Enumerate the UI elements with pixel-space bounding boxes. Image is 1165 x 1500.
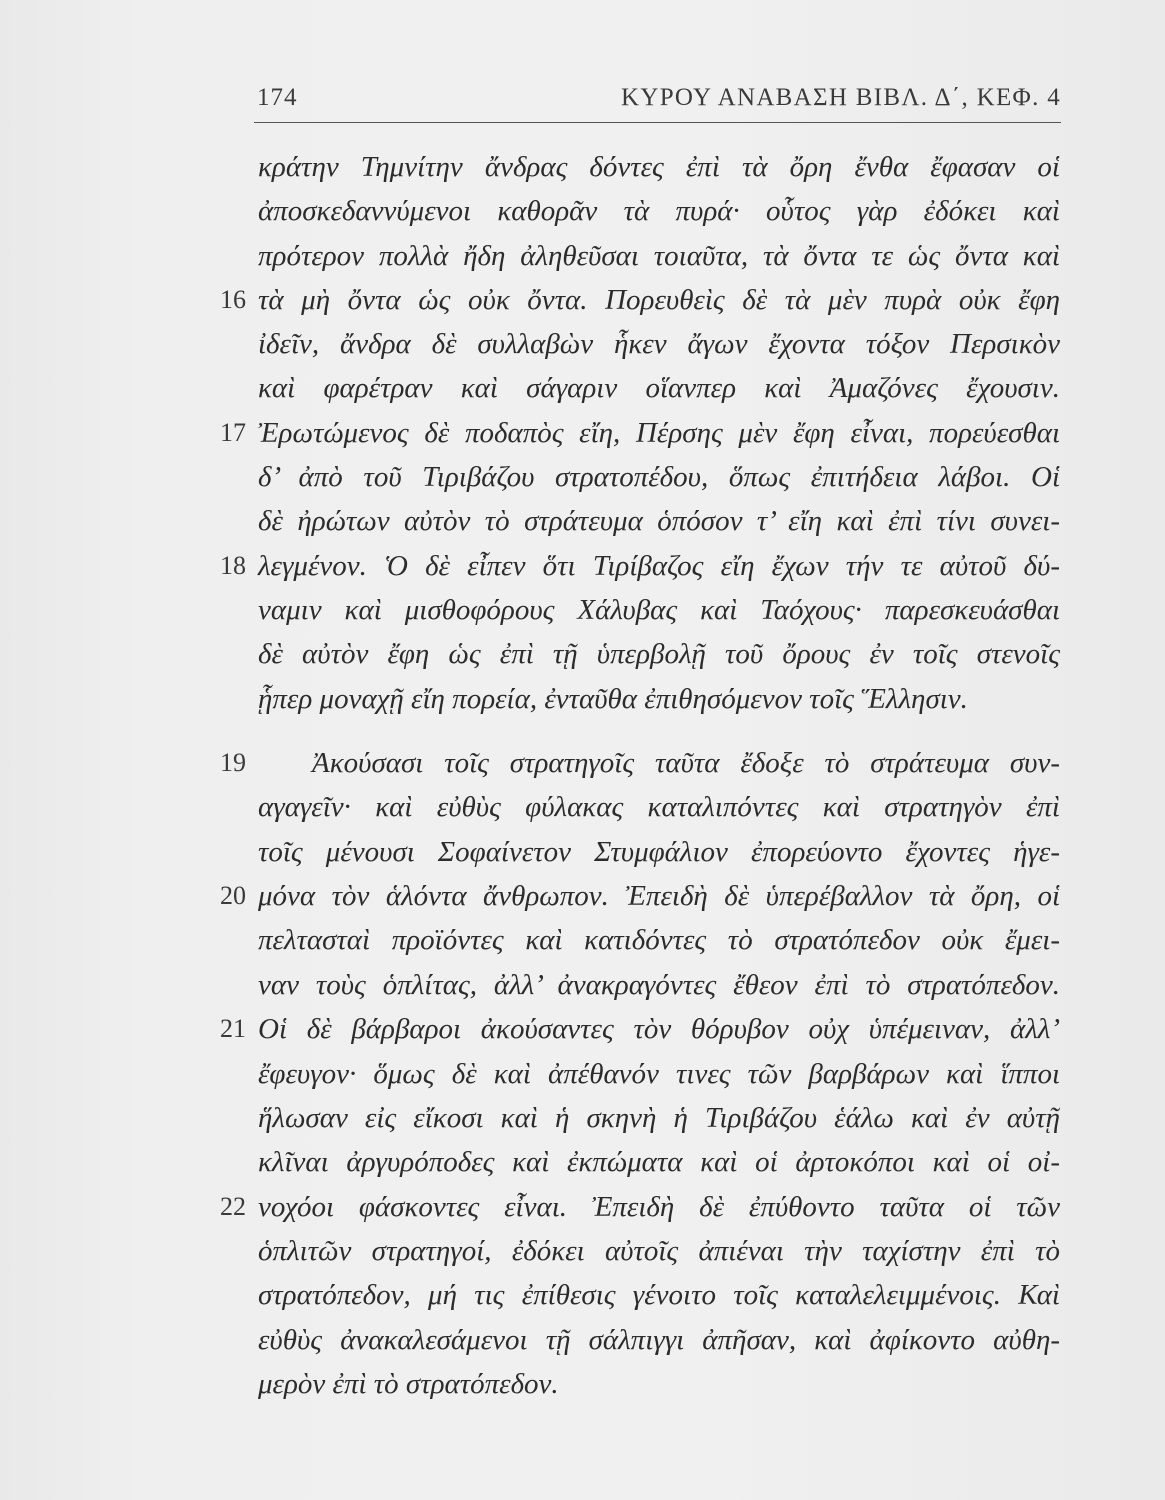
- section-number: 20: [220, 881, 246, 910]
- text-line: τὰ μὴ ὄντα ὡς οὐκ ὄντα. Πορευθεὶς δὲ τὰ μὲν πυρὰ οὐκ ἔφη: [258, 284, 1060, 316]
- text-line: κράτην Τημνίτην ἄνδρας δόντες ἐπὶ τὰ ὄρη ἔνθα ἔφασαν οἱ: [258, 151, 1060, 183]
- text-line: πελτασταὶ προϊόντες καὶ κατιδόντες τὸ στρατόπεδον οὐκ ἔμει-: [258, 924, 1060, 956]
- text-line: μερὸν ἐπὶ τὸ στρατόπεδον.: [258, 1368, 559, 1400]
- text-line: κλῖναι ἀργυρόποδες καὶ ἐκπώματα καὶ οἱ ἀρτοκόποι καὶ οἱ οἰ-: [258, 1146, 1060, 1178]
- section-number: 19: [220, 748, 246, 777]
- section-number: 16: [220, 285, 246, 314]
- section-number: 17: [220, 418, 246, 447]
- text-line: στρατόπεδον, μή τις ἐπίθεσις γένοιτο τοῖς καταλελειμμένοις. Καὶ: [258, 1279, 1060, 1311]
- text-line: εὐθὺς ἀνακαλεσάμενοι τῇ σάλπιγγι ἀπῆσαν, καὶ ἀφίκοντο αὐθη-: [258, 1324, 1060, 1356]
- text-line: ᾗπερ μοναχῇ εἴη πορεία, ἐνταῦθα ἐπιθησόμενον τοῖς Ἕλλησιν.: [258, 683, 968, 715]
- text-line: Ἀκούσασι τοῖς στρατηγοῖς ταῦτα ἔδοξε τὸ στράτευμα συν-: [312, 747, 1060, 779]
- text-line: ὁπλιτῶν στρατηγοί, ἐδόκει αὐτοῖς ἀπιέναι τὴν ταχίστην ἐπὶ τὸ: [258, 1235, 1060, 1267]
- page-number: 174: [257, 84, 298, 111]
- text-line: δὲ αὐτὸν ἔφη ὡς ἐπὶ τῇ ὑπερβολῇ τοῦ ὄρους ἐν τοῖς στενοῖς: [258, 638, 1060, 670]
- running-head: ΚΥΡΟΥ ΑΝΑΒΑΣΗ ΒΙΒΛ. Δ΄, ΚΕΦ. 4: [621, 84, 1061, 111]
- text-line: αγαγεῖν· καὶ εὐθὺς φύλακας καταλιπόντες καὶ στρατηγὸν ἐπὶ: [258, 791, 1060, 823]
- text-line: δ’ ἀπὸ τοῦ Τιριβάζου στρατοπέδου, ὅπως ἐπιτήδεια λάβοι. Οἱ: [258, 461, 1060, 493]
- section-number: 21: [220, 1014, 246, 1043]
- text-line: Οἱ δὲ βάρβαροι ἀκούσαντες τὸν θόρυβον οὐχ ὑπέμειναν, ἀλλ’: [258, 1013, 1060, 1045]
- text-line: νοχόοι φάσκοντες εἶναι. Ἐπειδὴ δὲ ἐπύθοντο ταῦτα οἱ τῶν: [258, 1191, 1060, 1223]
- text-line: μόνα τὸν ἁλόντα ἄνθρωπον. Ἐπειδὴ δὲ ὑπερέβαλλον τὰ ὄρη, οἱ: [258, 880, 1060, 912]
- text-line: δὲ ἠρώτων αὐτὸν τὸ στράτευμα ὁπόσον τ’ εἴη καὶ ἐπὶ τίνι συνει-: [258, 505, 1060, 537]
- text-line: Ἐρωτώμενος δὲ ποδαπὸς εἴη, Πέρσης μὲν ἔφη εἶναι, πορεύεσθαι: [258, 417, 1060, 449]
- header-rule: [254, 122, 1061, 123]
- section-number: 22: [220, 1192, 246, 1221]
- section-number: 18: [220, 551, 246, 580]
- text-line: ναμιν καὶ μισθοφόρους Χάλυβας καὶ Ταόχους· παρεσκευάσθαι: [258, 594, 1060, 626]
- text-line: ναν τοὺς ὁπλίτας, ἀλλ’ ἀνακραγόντες ἔθεον ἐπὶ τὸ στρατόπεδον.: [258, 969, 1060, 1001]
- text-line: ἰδεῖν, ἄνδρα δὲ συλλαβὼν ἧκεν ἄγων ἔχοντα τόξον Περσικὸν: [258, 328, 1060, 360]
- text-line: ἥλωσαν εἰς εἴκοσι καὶ ἡ σκηνὴ ἡ Τιριβάζου ἑάλω καὶ ἐν αὐτῇ: [258, 1102, 1060, 1134]
- text-line: ἔφευγον· ὅμως δὲ καὶ ἀπέθανόν τινες τῶν βαρβάρων καὶ ἵπποι: [258, 1058, 1060, 1090]
- text-line: πρότερον πολλὰ ἤδη ἀληθεῦσαι τοιαῦτα, τὰ ὄντα τε ὡς ὄντα καὶ: [258, 240, 1060, 272]
- text-line: τοῖς μένουσι Σοφαίνετον Στυμφάλιον ἐπορεύοντο ἔχοντες ἡγε-: [258, 836, 1060, 868]
- text-line: λεγμένον. Ὁ δὲ εἶπεν ὅτι Τιρίβαζος εἴη ἔχων τήν τε αὐτοῦ δύ-: [258, 550, 1060, 582]
- text-line: καὶ φαρέτραν καὶ σάγαριν οἵανπερ καὶ Ἀμαζόνες ἔχουσιν.: [258, 372, 1060, 404]
- text-line: ἀποσκεδαννύμενοι καθορᾶν τὰ πυρά· οὗτος γὰρ ἐδόκει καὶ: [258, 195, 1060, 227]
